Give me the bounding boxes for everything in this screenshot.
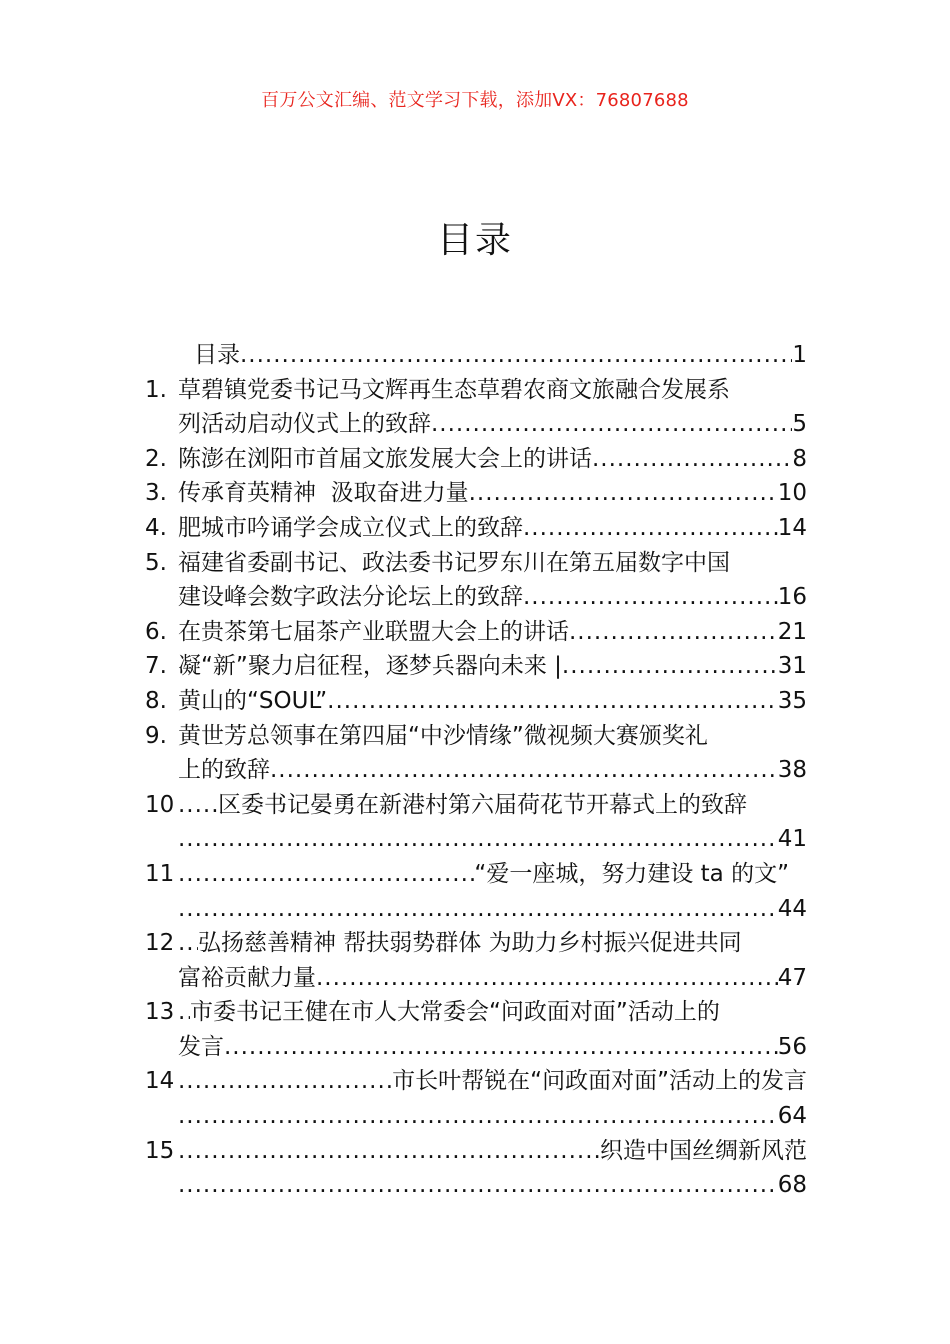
toc-leader-dots [178, 857, 474, 892]
toc-entry-title: 市长叶帮锐在“问政面对面”活动上的发言 [392, 1068, 807, 1095]
toc-entry-title: 区委书记晏勇在新港村第六届荷花节开幕式上的致辞 [218, 791, 747, 818]
toc-entry-page: 68 [777, 1172, 807, 1199]
toc-entry[interactable] [145, 1134, 807, 1203]
toc-entry-title: 在贵茶第七届茶产业联盟大会上的讲话 [178, 618, 569, 645]
toc-leader-dots [178, 1168, 778, 1203]
toc-leader-dots [431, 407, 792, 442]
toc-leader-dots [569, 615, 778, 650]
toc-entry[interactable] [145, 615, 807, 650]
toc-leader-dots [178, 822, 778, 857]
toc-entry-title: 织造中国丝绸新风范 [600, 1137, 807, 1164]
toc-leader-dots [523, 580, 778, 615]
toc-entry-number: 1. [145, 376, 167, 403]
toc-leader-dots [178, 892, 778, 927]
toc-entry-title: 福建省委副书记、政法委书记罗东川在第五届数字中国 [178, 549, 730, 576]
table-of-contents [145, 338, 807, 1203]
toc-entry-number: 3. [145, 480, 167, 507]
toc-entry-page: 47 [777, 964, 807, 991]
toc-entry-number: 14 [145, 1068, 175, 1095]
toc-entry[interactable] [145, 788, 807, 857]
toc-leader-dots [327, 684, 778, 719]
toc-leader-dots [178, 1064, 392, 1099]
toc-entry-title: 陈澎在浏阳市首届文旅发展大会上的讲话 [178, 445, 592, 472]
toc-entry-number: 5. [145, 549, 167, 576]
toc-entry-title: 传承育英精神 汲取奋进力量 [178, 480, 469, 507]
toc-entry-number: 4. [145, 514, 167, 541]
toc-leader-dots [224, 1030, 778, 1065]
toc-entry-page: 64 [777, 1103, 807, 1130]
toc-leader-dots [562, 649, 778, 684]
toc-entry-title: 市委书记王健在市人大常委会“问政面对面”活动上的 [190, 999, 720, 1026]
toc-entry-title: 凝“新”聚力启征程，逐梦兵器向未来 | [178, 653, 562, 680]
toc-entry-page: 56 [777, 1033, 807, 1060]
watermark-header: 百万公文汇编、范文学习下载，添加VX：76807688 [261, 90, 689, 111]
toc-entry-title: “爱一座城，努力建设 ta 的文” [474, 860, 789, 887]
toc-entry-page: 31 [777, 653, 807, 680]
toc-entry-title-continued: 建设峰会数字政法分论坛上的致辞 [178, 584, 523, 611]
toc-entry-page: 44 [777, 895, 807, 922]
toc-entry[interactable] [145, 857, 807, 926]
toc-entry-number: 2. [145, 445, 167, 472]
toc-entry[interactable] [145, 649, 807, 684]
toc-entry-spacer [145, 338, 178, 373]
toc-entry-page: 8 [792, 445, 807, 472]
toc-entry-title: 草碧镇党委书记马文辉再生态草碧农商文旅融合发展系 [178, 376, 730, 403]
toc-leader-dots [469, 476, 778, 511]
toc-entry-page: 10 [777, 480, 807, 507]
toc-entry-page: 41 [777, 826, 807, 853]
toc-entry[interactable] [145, 926, 807, 995]
toc-entry-title-continued: 富裕贡献力量 [178, 964, 316, 991]
toc-entry-title: 弘扬慈善精神 帮扶弱势群体 为助力乡村振兴促进共同 [198, 930, 742, 957]
toc-leader-dots [316, 961, 778, 996]
toc-leader-dots [523, 511, 778, 546]
toc-entry-title-continued: 发言 [178, 1033, 224, 1060]
toc-entry-page: 16 [777, 584, 807, 611]
toc-entry-number: 8. [145, 687, 167, 714]
toc-leader-dots [178, 926, 198, 961]
toc-leader-dots [178, 1134, 600, 1169]
toc-leader-dots [270, 753, 778, 788]
toc-entry[interactable] [145, 719, 807, 788]
toc-entry[interactable] [145, 511, 807, 546]
toc-entry[interactable] [145, 476, 807, 511]
toc-entry-title: 黄世芳总领事在第四届“中沙情缘”微视频大赛颁奖礼 [178, 722, 708, 749]
toc-entry-page: 35 [777, 687, 807, 714]
toc-entry-title-continued: 上的致辞 [178, 757, 270, 784]
toc-entry[interactable] [145, 546, 807, 615]
toc-entry-page: 14 [777, 514, 807, 541]
toc-entry-title: 目录 [194, 342, 240, 368]
toc-entry-number: 11 [145, 860, 175, 887]
page-title: 目录 [436, 220, 513, 261]
toc-leader-dots [178, 788, 218, 823]
toc-leader-dots [178, 995, 190, 1030]
toc-leader-dots [178, 1099, 778, 1134]
toc-entry[interactable] [145, 1064, 807, 1133]
toc-entry-number: 10 [145, 791, 175, 818]
toc-entry[interactable] [145, 338, 807, 373]
toc-entry-page: 21 [777, 618, 807, 645]
toc-entry-title: 黄山的“SOUL” [178, 687, 328, 714]
toc-leader-dots [592, 442, 792, 477]
toc-entry[interactable] [145, 442, 807, 477]
toc-entry[interactable] [145, 684, 807, 719]
toc-entry-title: 肥城市吟诵学会成立仪式上的致辞 [178, 514, 523, 541]
toc-leader-dots [240, 338, 792, 373]
toc-entry-number: 12 [145, 930, 175, 957]
toc-entry-page: 5 [792, 411, 807, 438]
toc-entry-number: 15 [145, 1137, 175, 1164]
toc-entry-page: 1 [792, 342, 807, 368]
toc-entry-number: 9. [145, 722, 167, 749]
toc-entry-number: 7. [145, 653, 167, 680]
toc-entry[interactable] [145, 373, 807, 442]
toc-entry-page: 38 [777, 757, 807, 784]
toc-entry-number: 13 [145, 999, 175, 1026]
toc-entry[interactable] [145, 995, 807, 1064]
toc-entry-number: 6. [145, 618, 167, 645]
toc-entry-title-continued: 列活动启动仪式上的致辞 [178, 411, 431, 438]
